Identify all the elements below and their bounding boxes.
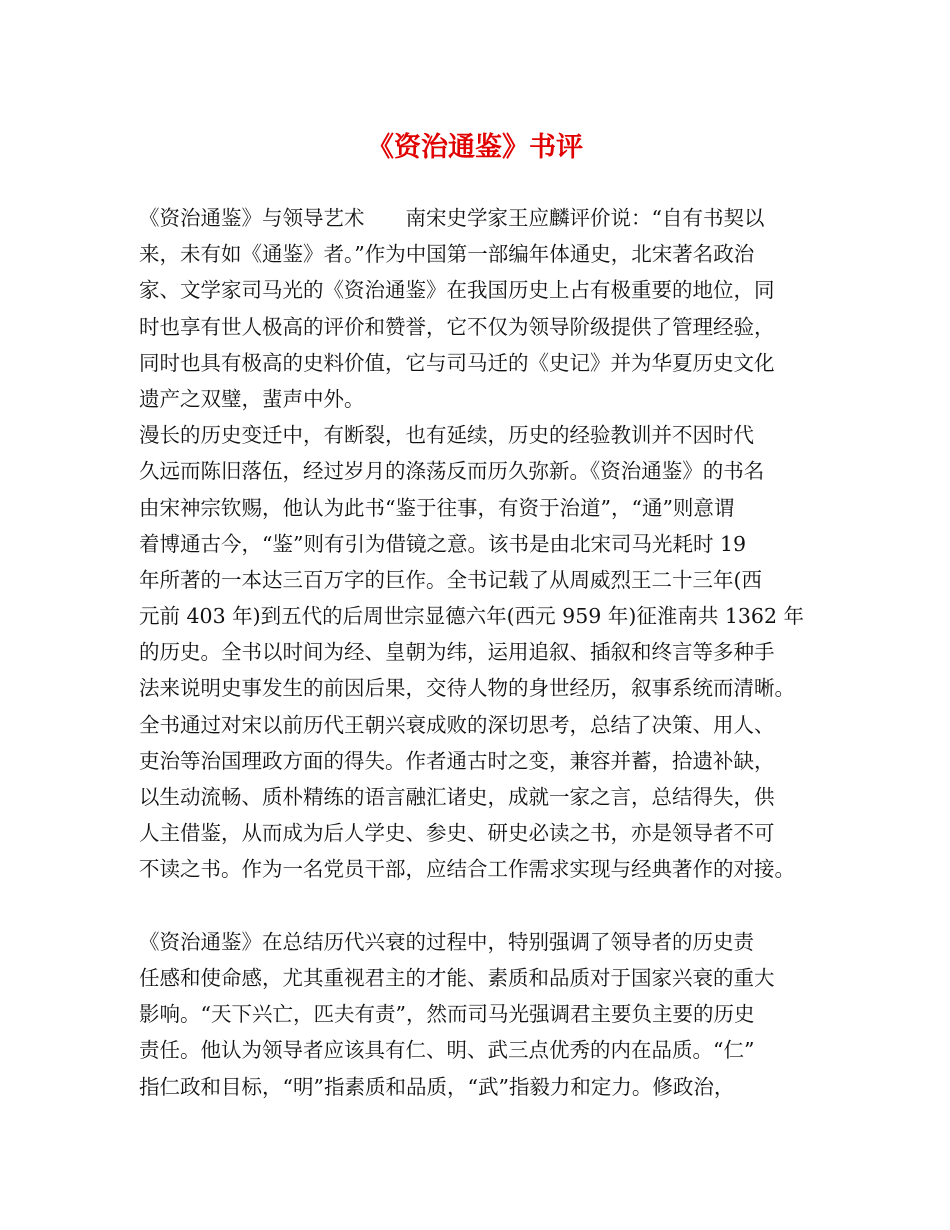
text-line: 以生动流畅、质朴精练的语言融汇诸史，成就一家之言，总结得失，供	[139, 785, 775, 809]
text-line: 责任。他认为领导者应该具有仁、明、武三点优秀的内在品质。“仁”	[139, 1038, 755, 1063]
text-line: 法来说明史事发生的前因后果，交待人物的身世经历，叙事系统而清晰。	[139, 676, 795, 701]
paragraph-3	[139, 924, 829, 1105]
text-line: 漫长的历史变迁中，有断裂，也有延续，历史的经验教训并不因时代	[139, 423, 754, 448]
paragraph-2	[139, 417, 829, 887]
text-line: 家、文学家司马光的《资治通鉴》在我国历史上占有极重要的地位，同	[139, 278, 775, 303]
document-body	[139, 200, 829, 1105]
text-line: 来，未有如《通鉴》者。”作为中国第一部编年体通史，北宋著名政治	[139, 242, 755, 267]
text-line: 久远而陈旧落伍，经过岁月的涤荡反而历久弥新。《资治通鉴》的书名	[139, 459, 765, 484]
text-line: 《资治通鉴》在总结历代兴衰的过程中，特别强调了领导者的历史责	[139, 929, 754, 954]
text-line: 《资治通鉴》与领导艺术 南宋史学家王应麟评价说：“自有书契以	[139, 206, 765, 230]
text-line: 影响。“天下兴亡，匹夫有责”，然而司马光强调君主要负主要的历史	[139, 1002, 755, 1027]
text-line: 时也享有世人极高的评价和赞誉，它不仅为领导阶级提供了管理经验，	[139, 314, 775, 339]
text-line: 同时也具有极高的史料价值，它与司马迁的《史记》并为华夏历史文化	[139, 350, 775, 375]
text-line: 人主借鉴，从而成为后人学史、参史、研史必读之书，亦是领导者不可	[139, 821, 775, 846]
paragraph-1	[139, 200, 829, 417]
text-line: 由宋神宗钦赐，他认为此书“鉴于往事，有资于治道”，“通”则意谓	[139, 495, 735, 520]
text-line: 不读之书。作为一名党员干部，应结合工作需求实现与经典著作的对接。	[139, 857, 795, 882]
text-line: 遗产之双璧，蜚声中外。	[139, 386, 365, 411]
text-line: 年所著的一本达三百万字的巨作。全书记载了从周威烈王二十三年(西	[139, 567, 762, 592]
text-line: 全书通过对宋以前历代王朝兴衰成败的深切思考，总结了决策、用人、	[139, 712, 775, 737]
text-line: 的历史。全书以时间为经、皇朝为纬，运用追叙、插叙和终言等多种手	[139, 640, 775, 665]
text-line: 着博通古今，“鉴”则有引为借镜之意。该书是由北宋司马光耗时 19	[139, 531, 747, 556]
paragraph-spacer	[139, 888, 829, 924]
text-line: 任感和使命感，尤其重视君主的才能、素质和品质对于国家兴衰的重大	[139, 965, 775, 990]
text-line: 吏治等治国理政方面的得失。作者通古时之变，兼容并蓄，拾遗补缺，	[139, 748, 775, 773]
text-line: 指仁政和目标，“明”指素质和品质，“武”指毅力和定力。修政治，	[139, 1074, 735, 1099]
document-title: 《资治通鉴》书评	[367, 132, 583, 163]
text-line: 元前 403 年)到五代的后周世宗显德六年(西元 959 年)征淮南共 1362 年	[139, 604, 805, 629]
